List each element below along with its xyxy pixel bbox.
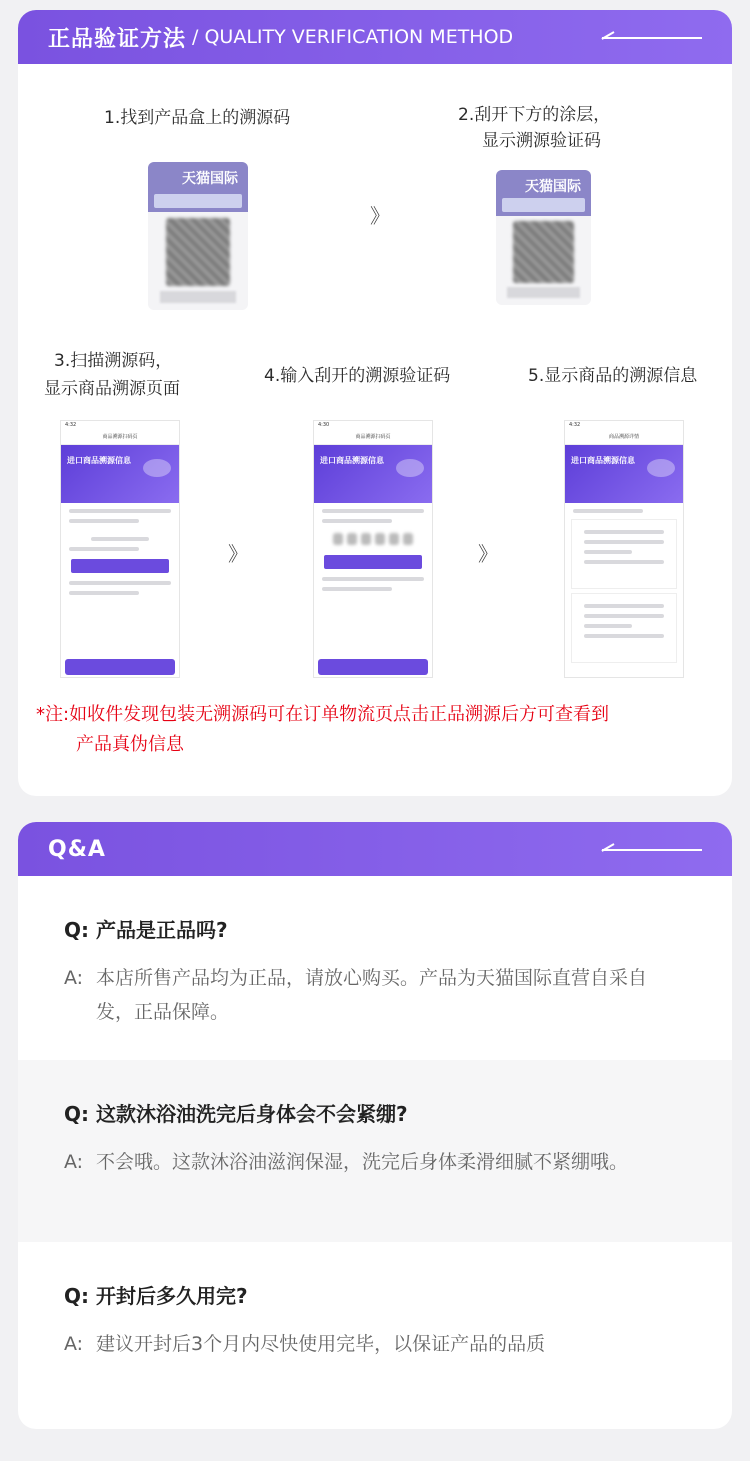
question: Q: 这款沐浴油洗完后身体会不会紧绷? [64,1102,408,1126]
verification-card [18,10,732,796]
qa-item [18,876,732,1060]
step-5-label: 5.显示商品的溯源信息 [528,366,698,386]
step-3-phone-screenshot: 4:32 商品溯源扫码页 进口商品溯源信息 [60,420,180,678]
answer [64,961,676,1029]
question: Q: 开封后多久用完? [64,1284,248,1308]
verification-subtitle: / QUALITY VERIFICATION METHOD [192,26,514,48]
header-decoration-line [602,849,702,851]
verification-header [18,10,732,64]
step-2-qr-image: 天猫国际 [496,170,591,305]
header-decoration-line [602,37,702,39]
step-3-label-line2: 显示商品溯源页面 [44,379,180,399]
step-2-label-line1: 2.刮开下方的涂层， [458,105,611,125]
arrow-icon: 》 [478,542,498,566]
qa-item [18,1242,732,1429]
arrow-icon: 》 [370,204,390,228]
verification-title: 正品验证方法 [48,26,187,52]
answer-text: 不会哦。这款沐浴油滋润保湿，洗完后身体柔滑细腻不紧绷哦。 [96,1151,629,1173]
qa-title: Q&A [48,836,106,862]
qa-card [18,822,732,1429]
step-1-label: 1.找到产品盒上的溯源码 [104,108,291,128]
question: Q: 产品是正品吗? [64,918,228,942]
answer-prefix: A: [64,1151,84,1173]
verification-note [36,700,716,760]
answer-text: 建议开封后3个月内尽快使用完毕，以保证产品的品质 [96,1333,546,1355]
answer [64,1327,676,1361]
answer-prefix: A: [64,967,84,989]
step-4-phone-screenshot: 4:30 商品溯源扫码页 进口商品溯源信息 [313,420,433,678]
answer-text: 本店所售产品均为正品，请放心购买。产品为天猫国际直营自采自发，正品保障。 [96,967,648,1023]
step-3-label-line1: 3.扫描溯源码， [54,351,173,371]
note-line-1: *注:如收件发现包装无溯源码可在订单物流页点击正品溯源后方可查看到 [36,704,610,725]
step-1-qr-image: 天猫国际 [148,162,248,310]
step-4-label: 4.输入刮开的溯源验证码 [264,366,451,386]
step-5-phone-screenshot: 4:32 商品溯源详情 进口商品溯源信息 [564,420,684,678]
qa-header [18,822,732,876]
answer [64,1145,676,1179]
arrow-icon: 》 [228,542,248,566]
step-2-label-line2: 显示溯源验证码 [482,131,601,151]
note-line-2: 产品真伪信息 [76,734,184,755]
answer-prefix: A: [64,1333,84,1355]
qa-item [18,1060,732,1242]
